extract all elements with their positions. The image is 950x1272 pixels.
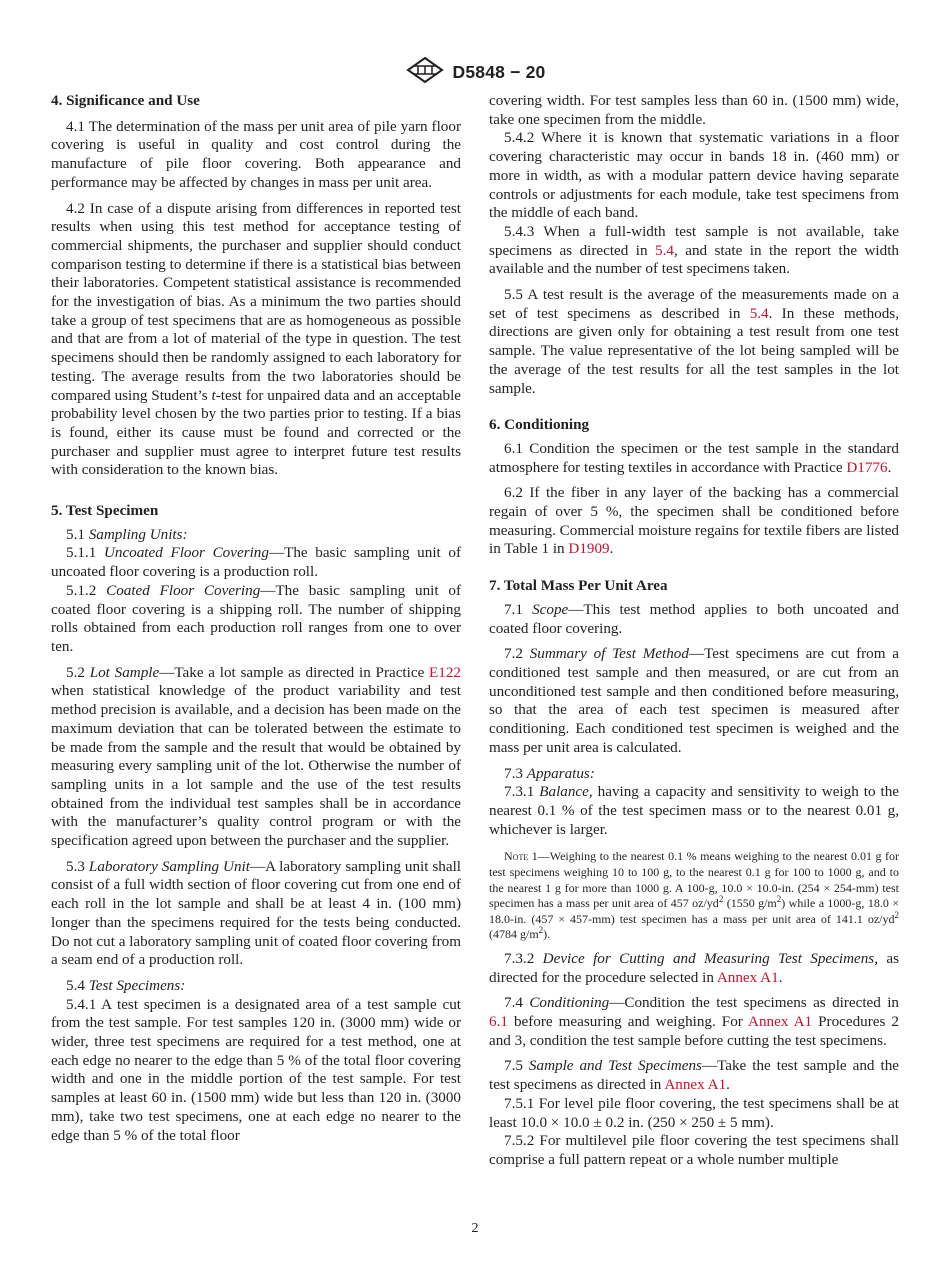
- paragraph: 7.5.2 For multilevel pile floor covering the test specimens shall comprise a full pattern repeat or a whole number multiple: [489, 1132, 899, 1168]
- paragraph: 6.2 If the fiber in any layer of the backing has a commercial regain of over 5 %, the specimen shall be conditioned before measuring. Commercial moisture regains for textile fibers are listed in Table 1 in D1909.: [489, 484, 899, 558]
- paragraph: 5.4 Test Specimens:: [66, 976, 186, 994]
- document-id: D5848 − 20: [452, 62, 546, 82]
- paragraph: 5.4.1 A test specimen is a designated area of a test sample cut from the test sample. For test samples 120 in. (3000 mm) wide or wider, three test specimens are required for a test method, one at each edge no nearer to the edge than 5 % of the total floor covering width and one in the middle portion of the test sample. For test samples at least 60 in. (1500 mm) wide but less than 120 in. (3000 mm), take two test specimens, one at each edge no nearer to the edge than 5 % of the total floor: [51, 995, 461, 1144]
- ref-link-5-4[interactable]: 5.4: [655, 241, 674, 259]
- section-heading: 7. Total Mass Per Unit Area: [489, 577, 668, 595]
- paragraph: 7.4 Conditioning—Condition the test specimens as directed in 6.1 before measuring and weighing. For Annex A1 Procedures 2 and 3, condition the test sample before cutting the test specimens.: [489, 994, 899, 1049]
- section-heading: 5. Test Specimen: [51, 502, 159, 520]
- left-column: [51, 92, 461, 1145]
- right-column: [489, 92, 899, 1170]
- page-number: 2: [471, 1221, 479, 1236]
- page-header: [0, 57, 950, 88]
- paragraph: 5.4.3 When a full-width test sample is not available, take specimens as directed in 5.4, and state in the report the width available and the number of test specimens taken.: [489, 222, 899, 278]
- paragraph: 7.1 Scope—This test method applies to both uncoated and coated floor covering.: [489, 600, 899, 637]
- ref-link-annex-a1[interactable]: Annex A1: [716, 968, 779, 986]
- paragraph: 5.2 Lot Sample—Take a lot sample as directed in Practice E122 when statistical knowledge of the product variability and test method precision is available, and a decision has been made on the maximum deviation that can be tolerated between the estimate to be made from the sample and the result that would be obtained by measuring every sampling unit of the lot. Otherwise the number of sampling units in a lot sample and the use of the test results obtained from the individual test samples shall be in accordance with the manufacturer’s quality control program or with the specification agreed upon between the purchaser and the supplier.: [51, 663, 462, 850]
- paragraph: 5.5 A test result is the average of the measurements made on a set of test specimens as described in 5.4. In these methods, directions are given only for obtaining a test result from one test sample. The value representative of the lot being sampled will be the average of the test results for all the test samples in the lot sample.: [489, 286, 899, 397]
- paragraph: 4.2 In case of a dispute arising from differences in reported test results when using this test method for acceptance testing of commercial shipments, the purchaser and supplier should conduct comparison testing to determine if there is a statistical bias between their laboratories. Competent statistical assistance is recommended for the investigation of bias. As a minimum the two parties should take a group of test specimens that are as homogeneous as possible and that are from a lot of material of the type in question. The test specimens should then be randomly assigned to each laboratory for testing. The average results from the two laboratories should be compared using Student’s t-test for unpaired data and an acceptable probability level chosen by the two parties prior to testing. If a bias is found, either its cause must be found and corrected or the purchaser and supplier must agree to interpret future test results with consideration to the known bias.: [51, 199, 461, 479]
- paragraph: 7.3.1 Balance, having a capacity and sensitivity to weigh to the nearest 0.1 % of the test specimen mass or to the nearest 0.01 g, whichever is larger.: [489, 783, 899, 838]
- ref-link-5-4[interactable]: 5.4: [749, 304, 769, 322]
- astm-logo-icon: [405, 57, 445, 88]
- paragraph: 7.3 Apparatus:: [504, 764, 595, 782]
- paragraph: 5.1.1 Uncoated Floor Covering—The basic sampling unit of uncoated floor covering is a production roll.: [51, 544, 461, 581]
- ref-link-d1909[interactable]: D1909: [568, 540, 610, 558]
- ref-link-annex-a1[interactable]: Annex A1: [748, 1012, 813, 1030]
- paragraph: 5.1 Sampling Units:: [66, 525, 188, 543]
- paragraph: 7.3.2 Device for Cutting and Measuring Test Specimens, as directed for the procedure selected in Annex A1.: [489, 949, 899, 986]
- paragraph: 5.1.2 Coated Floor Covering—The basic sampling unit of coated floor covering is a shipping roll. The number of shipping rolls obtained from each production roll ranges from one to over ten.: [51, 581, 461, 655]
- paragraph: 7.2 Summary of Test Method—Test specimens are cut from a conditioned test sample and then measured, or are cut from an unconditioned test sample and then conditioned before measuring, so that the area of each test specimen is measured after conditioning. Each conditioned test specimen is weighed and the mass per unit area is calculated.: [489, 645, 899, 756]
- paragraph: 5.3 Laboratory Sampling Unit—A laboratory sampling unit shall consist of a full width section of floor covering cut from one end of each roll in the lot sample and shall be at least 4 in. (100 mm) longer than the specimens required for the tests being conducted. Do not cut a laboratory sampling unit of coated floor covering from a seam end of a production roll.: [51, 857, 461, 969]
- section-heading: 4. Significance and Use: [51, 92, 200, 109]
- note: Note 1—Weighing to the nearest 0.1 % means weighing to the nearest 0.01 g for test specimens weighing 10 to 100 g, to the nearest 0.1 g for 100 to 1000 g, and to the nearest 1 g for more than 1000 g. A 100-g, 10.0 × 10.0-in. (254 × 254-mm) test specimen has a mass per unit area of 457 $oz/yd^2$ (1550 $g/m^2$) while a 1000-g, 18.0 × 18.0-in. (457 × 457-mm) test specimen has a mass per unit area of 141.1 $oz/yd^2$ (4784 $g/m^2$).: [489, 849, 900, 942]
- paragraph: 4.1 The determination of the mass per unit area of pile yarn floor covering is useful in quality and cost control during the manufacture of pile floor covering. Both appearance and performance may be affected by changes in mass per unit area.: [51, 117, 461, 191]
- paragraph: 7.5 Sample and Test Specimens—Take the test sample and the test specimens as directed in Annex A1.: [489, 1057, 899, 1094]
- ref-link-d1776[interactable]: D1776: [846, 458, 888, 476]
- ref-link-e122[interactable]: E122: [429, 663, 462, 681]
- paragraph: 7.5.1 For level pile floor covering, the test specimens shall be at least 10.0 × 10.0 ± 0.2 in. (250 × 250 ± 5 mm).: [489, 1094, 899, 1131]
- ref-link-6-1[interactable]: 6.1: [489, 1012, 508, 1030]
- paragraph-continuation: covering width. For test samples less than 60 in. (1500 mm) wide, take one specimen from the middle.: [489, 92, 899, 128]
- ref-link-annex-a1[interactable]: Annex A1: [664, 1076, 727, 1094]
- section-heading: 6. Conditioning: [489, 416, 590, 434]
- paragraph: 5.4.2 Where it is known that systematic variations in a floor covering characteristic may occur in bands 18 in. (460 mm) or more in width, as with a modular pattern device having separate controls or adjustments for each module, take test specimens from the middle of each band.: [489, 129, 899, 222]
- paragraph: 6.1 Condition the specimen or the test sample in the standard atmosphere for testing textiles in accordance with Practice D1776.: [489, 439, 899, 476]
